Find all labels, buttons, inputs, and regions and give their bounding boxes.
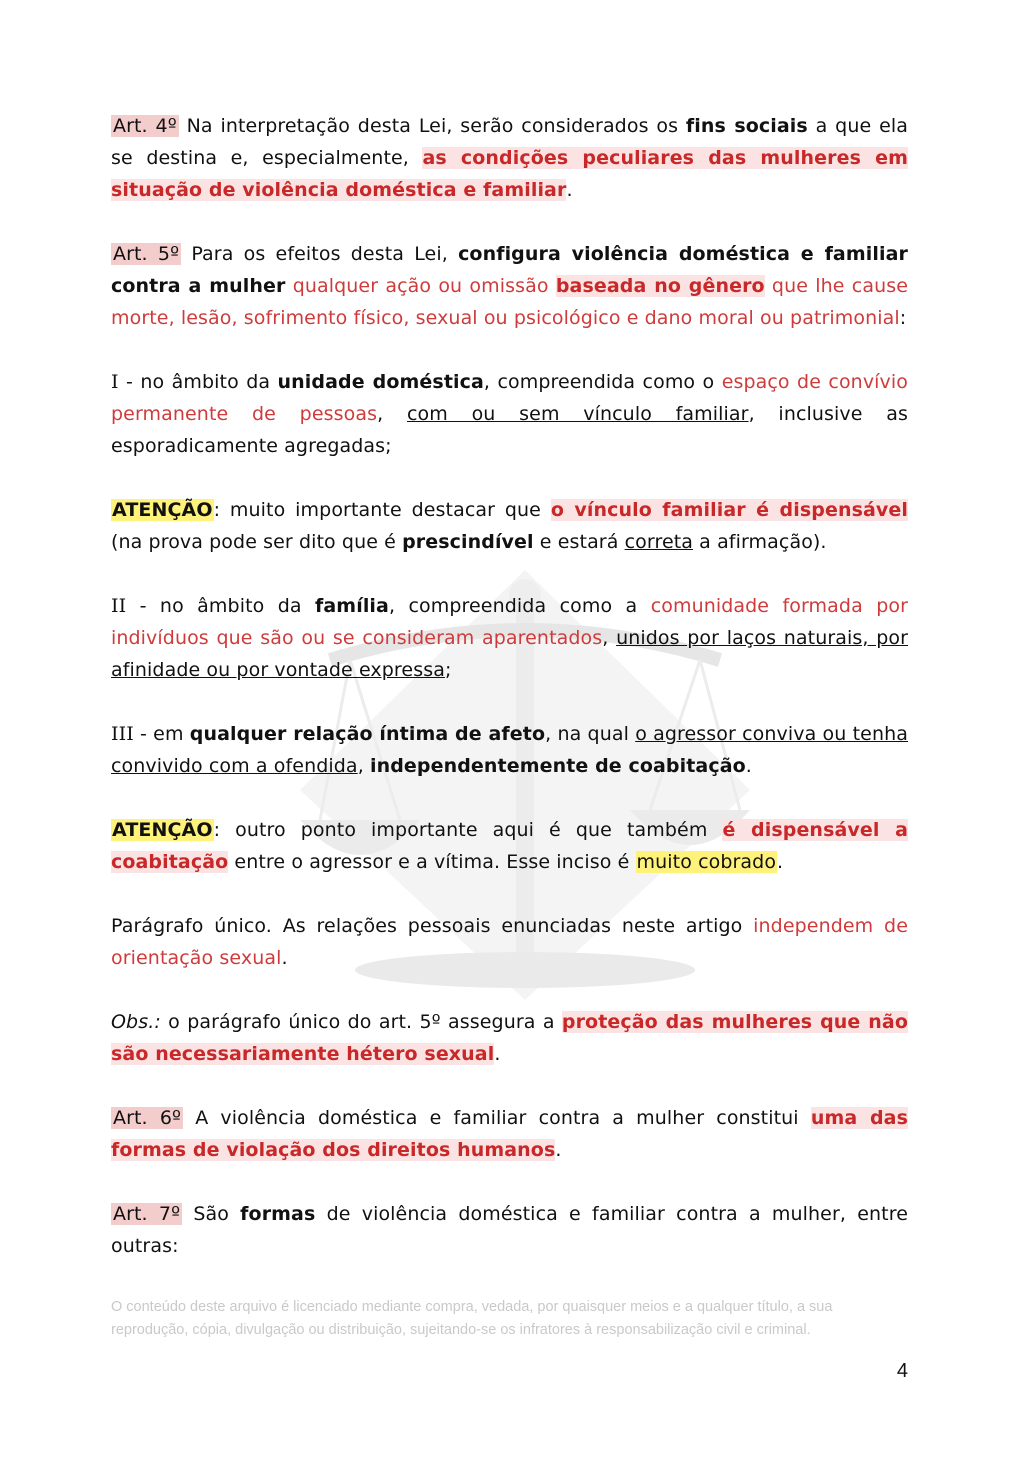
text: de violência doméstica e familiar contra a mulher, entre outras: — [111, 1203, 908, 1257]
inciso-3-paragraph — [111, 718, 908, 782]
obs-paragraph — [111, 1006, 908, 1070]
bold-text: formas — [240, 1203, 316, 1225]
text: a afirmação). — [693, 531, 827, 553]
roman-numeral: III — [111, 723, 134, 745]
attention-label: ATENÇÃO — [112, 499, 213, 521]
roman-numeral: II — [111, 595, 127, 617]
text: : outro ponto importante aqui é que também — [213, 819, 723, 841]
text: (na prova pode ser dito que é — [111, 531, 403, 553]
highlight-text: o vínculo familiar é dispensável — [550, 499, 909, 521]
text: o parágrafo único do art. 5º assegura a — [160, 1011, 562, 1033]
art4-paragraph — [111, 110, 908, 206]
highlight-text: uma das formas de violação dos direitos humanos — [111, 1107, 908, 1161]
text: Parágrafo único. As relações pessoais enunciadas neste artigo — [111, 915, 754, 937]
bold-text: prescindível — [402, 531, 534, 553]
art5-paragraph — [111, 238, 908, 334]
art4-label: Art. 4º — [113, 115, 177, 137]
underlined-text: correta — [624, 531, 694, 553]
text: . — [777, 851, 784, 873]
text: . — [555, 1139, 562, 1161]
document-body — [111, 110, 908, 1262]
red-text: espaço de convívio permanente de pessoas — [111, 371, 908, 425]
text: , compreendida como o — [483, 371, 722, 393]
footer-line: O conteúdo deste arquivo é licenciado mediante compra, vedada, por quaisquer meios e a qualquer título, a sua — [111, 1299, 833, 1315]
art7-paragraph — [111, 1198, 908, 1262]
text: . — [566, 179, 573, 201]
text: Na interpretação desta Lei, serão considerados os — [178, 115, 686, 137]
text: , — [602, 627, 617, 649]
text: A violência doméstica e familiar contra a mulher constitui — [183, 1107, 811, 1129]
art6-paragraph — [111, 1102, 908, 1166]
underlined-text: unidos por laços naturais, por afinidade ou por vontade expressa — [111, 627, 908, 681]
highlight-text: é dispensável a coabitação — [111, 819, 908, 873]
bold-text: qualquer relação íntima de afeto — [189, 723, 546, 745]
red-text: independem de orientação sexual — [111, 915, 908, 969]
text: . — [745, 755, 752, 777]
red-text: qualquer ação ou omissão — [285, 275, 556, 297]
text: . — [281, 947, 288, 969]
attention-2-paragraph — [111, 814, 908, 878]
roman-numeral: I — [111, 371, 119, 393]
bold-text: família — [315, 595, 389, 617]
text: entre o agressor e a vítima. Esse inciso é — [228, 851, 636, 873]
text: , — [357, 755, 370, 777]
text: , inclusive as esporadicamente agregadas; — [111, 403, 908, 457]
underlined-text: com ou sem vínculo familiar — [406, 403, 749, 425]
text: a que ela se destina e, especialmente, — [111, 115, 908, 169]
copyright-footer — [111, 1296, 911, 1342]
art7-label: Art. 7º — [113, 1203, 181, 1225]
text: e estará — [533, 531, 625, 553]
bold-text: unidade doméstica — [277, 371, 484, 393]
footer-line: reprodução, cópia, divulgação ou distribuição, sujeitando-se os infratores à responsabilização civil e criminal. — [111, 1322, 811, 1338]
text: , — [377, 403, 407, 425]
inciso-2-paragraph — [111, 590, 908, 686]
text: , na qual — [545, 723, 636, 745]
paragrafo-unico-paragraph — [111, 910, 908, 974]
bold-text: independentemente de coabitação — [369, 755, 746, 777]
underlined-text: o agressor conviva ou tenha convivido com a ofendida — [111, 723, 908, 777]
text: São — [182, 1203, 241, 1225]
art5-label: Art. 5º — [113, 243, 180, 265]
page-number: 4 — [896, 1360, 908, 1382]
highlight-text: baseada no gênero — [555, 275, 765, 297]
text: - no âmbito da — [126, 595, 316, 617]
text: : muito importante destacar que — [213, 499, 551, 521]
text: Para os efeitos desta Lei, — [181, 243, 459, 265]
obs-label: Obs.: — [111, 1011, 161, 1033]
attention-label: ATENÇÃO — [112, 819, 213, 841]
text: . — [494, 1043, 501, 1065]
bold-text: fins sociais — [685, 115, 808, 137]
bold-text: configura violência doméstica e familiar contra a mulher — [111, 243, 908, 297]
highlight-text: as condições peculiares das mulheres em situação de violência doméstica e familiar — [111, 147, 908, 201]
red-text: que lhe cause morte, lesão, sofrimento físico, sexual ou psicológico e dano moral ou patrimonial — [111, 275, 908, 329]
yellow-highlight-text: muito cobrado — [636, 851, 777, 873]
text: : — [899, 307, 907, 329]
highlight-text: proteção das mulheres que não são necessariamente hétero sexual — [111, 1011, 908, 1065]
text: , compreendida como a — [388, 595, 651, 617]
attention-1-paragraph — [111, 494, 908, 558]
text: - em — [133, 723, 190, 745]
inciso-1-paragraph — [111, 366, 908, 462]
red-text: comunidade formada por indivíduos que são ou se consideram aparentados — [111, 595, 908, 649]
text: ; — [444, 659, 452, 681]
art6-label: Art. 6º — [113, 1107, 182, 1129]
text: - no âmbito da — [118, 371, 278, 393]
